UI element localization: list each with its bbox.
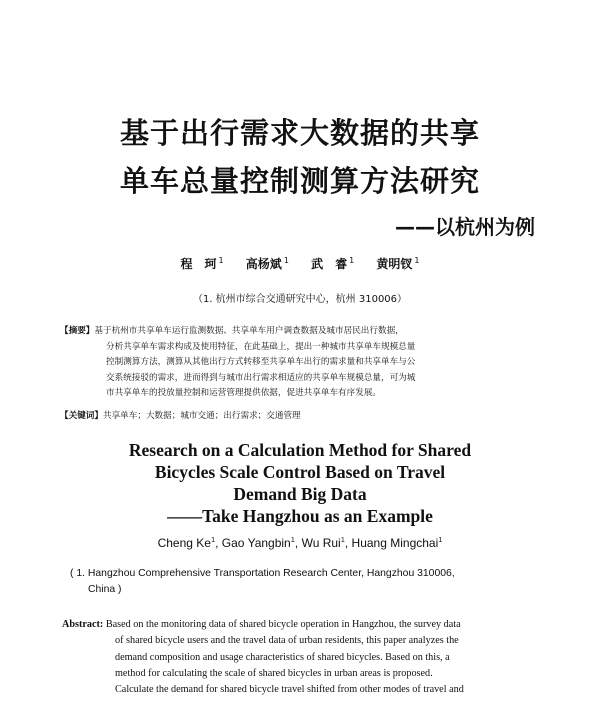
- chinese-keywords: [60, 409, 544, 421]
- chinese-abstract-line: 分析共享单车需求构成及使用特征，在此基础上，提出一种城市共享单车规模总量: [106, 341, 416, 352]
- chinese-author: 黄明钗 $^1$: [376, 256, 420, 271]
- english-title-line-1: Research on a Calculation Method for Shared: [128, 440, 472, 460]
- chinese-keywords-label: 【关键词】: [60, 411, 103, 421]
- english-author-list: Cheng Ke$^1$, Gao Yangbin$^1$, Wu Rui$^1$, Huang Mingchai$^1$: [157, 535, 443, 550]
- chinese-abstract-line: 基于杭州市共享单车运行监测数据、共享单车用户调查数据及城市居民出行数据，: [94, 326, 404, 336]
- english-abstract-line: Calculate the demand for shared bicycle travel shifted from other modes of travel and: [115, 684, 464, 696]
- english-title: [0, 439, 600, 527]
- chinese-title-line-1: 基于出行需求大数据的共享: [119, 116, 480, 150]
- chinese-keywords-text: 共享单车；大数据；城市交通；出行需求；交通管理: [102, 411, 301, 421]
- english-title-line-4: ——Take Hangzhou as an Example: [167, 506, 433, 526]
- english-abstract-label: Abstract:: [62, 619, 104, 630]
- chinese-abstract-line: 控制测算方法，测算从其他出行方式转移至共享单车出行的需求量和共享单车与公: [106, 357, 416, 368]
- english-author: Cheng Ke$^1$: [157, 535, 216, 550]
- chinese-author-list: [0, 255, 600, 272]
- english-abstract-line: Based on the monitoring data of shared bicycle operation in Hangzhou, the survey data: [105, 619, 461, 630]
- chinese-abstract-line: 市共享单车的投放量控制和运营管理提供依据，促进共享单车有序发展。: [106, 388, 382, 399]
- chinese-affiliation: （1. 杭州市综合交通研究中心，杭州 310006）: [192, 294, 408, 305]
- chinese-author: 程 珂 $^1$: [180, 256, 224, 271]
- chinese-subtitle: ——以杭州为例: [395, 215, 535, 239]
- english-author: Gao Yangbin$^1$: [221, 535, 295, 550]
- chinese-author: 高杨斌 $^1$: [245, 256, 289, 271]
- chinese-abstract-line: 交系统接驳的需求，进而得到与城市出行需求相适应的共享单车规模总量，可为城: [106, 372, 416, 383]
- chinese-abstract: [60, 324, 544, 402]
- english-affiliation-line-2: China ): [88, 584, 122, 595]
- english-abstract-line: demand composition and usage characteristics of shared bicycles. Based on this, a: [115, 651, 450, 663]
- chinese-author: 武 睿 $^1$: [311, 256, 355, 271]
- english-affiliation-line-1: ( 1. Hangzhou Comprehensive Transportation Research Center, Hangzhou 310006,: [70, 568, 455, 579]
- chinese-title-line-2: 单车总量控制测算方法研究: [119, 164, 480, 198]
- english-author: Huang Mingchai$^1$: [351, 535, 443, 550]
- english-title-line-2: Bicycles Scale Control Based on Travel: [154, 462, 446, 482]
- english-affiliation: [70, 566, 540, 598]
- english-author: Wu Rui$^1$: [301, 535, 345, 550]
- english-title-line-3: Demand Big Data: [233, 484, 367, 504]
- english-abstract: [62, 617, 538, 698]
- chinese-abstract-label: 【摘要】: [60, 326, 95, 336]
- english-abstract-line: method for calculating the scale of shared bicycles in urban areas is proposed.: [115, 667, 433, 679]
- english-abstract-line: of shared bicycle users and the travel data of urban residents, this paper analyzes the: [115, 635, 459, 647]
